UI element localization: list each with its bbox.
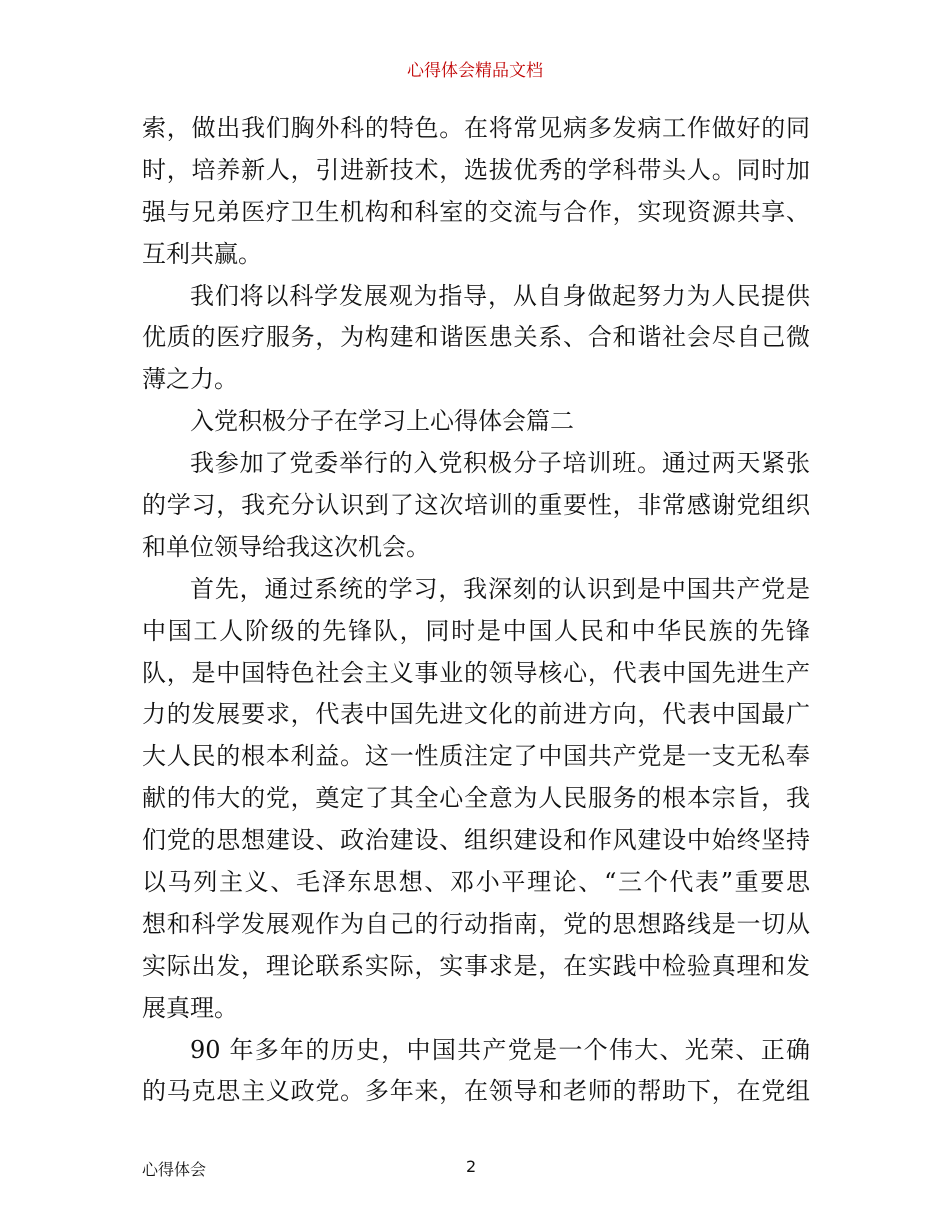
text-line: 以马列主义、毛泽东思想、邓小平理论、“三个代表”重要思 xyxy=(142,868,810,897)
text-line: 索，做出我们胸外科的特色。在将常见病多发病工作做好的同 xyxy=(142,114,810,142)
text-line: 的马克思主义政党。多年来，在领导和老师的帮助下，在党组 xyxy=(142,1077,810,1106)
text-line: 想和科学发展观作为自己的行动指南，党的思想路线是一切从 xyxy=(142,909,810,938)
text-line: 中国工人阶级的先锋队，同时是中国人民和中华民族的先锋 xyxy=(142,616,810,645)
text-line: 大人民的根本利益。这一性质注定了中国共产党是一支无私奉 xyxy=(142,742,810,771)
text-line: 展真理。 xyxy=(142,993,238,1022)
text-line: 强与兄弟医疗卫生机构和科室的交流与合作，实现资源共享、 xyxy=(142,197,810,226)
page-header-title: 心得体会精品文档 xyxy=(407,61,543,81)
text-line: 90 年多年的历史，中国共产党是一个伟大、光荣、正确 xyxy=(190,1035,810,1064)
document-body xyxy=(142,108,810,1113)
text-line: 的学习，我充分认识到了这次培训的重要性，非常感谢党组织 xyxy=(142,491,810,520)
text-line: 薄之力。 xyxy=(142,365,238,394)
text-line: 我们将以科学发展观为指导，从自身做起努力为人民提供 xyxy=(190,281,810,310)
text-line: 们党的思想建设、政治建设、组织建设和作风建设中始终坚持 xyxy=(142,826,810,855)
text-line: 我参加了党委举行的入党积极分子培训班。通过两天紧张 xyxy=(190,449,810,478)
text-line: 和单位领导给我这次机会。 xyxy=(142,532,430,561)
text-line: 优质的医疗服务，为构建和谐医患关系、合和谐社会尽自己微 xyxy=(142,323,810,352)
section-heading: 入党积极分子在学习上心得体会篇二 xyxy=(190,407,574,436)
text-line: 首先，通过系统的学习，我深刻的认识到是中国共产党是 xyxy=(190,574,810,603)
page-number: 2 xyxy=(466,1157,477,1176)
text-line: 献的伟大的党，奠定了其全心全意为人民服务的根本宗旨，我 xyxy=(142,784,810,813)
text-line: 队，是中国特色社会主义事业的领导核心，代表中国先进生产 xyxy=(142,658,810,687)
footer-label: 心得体会 xyxy=(142,1160,207,1179)
text-line: 力的发展要求，代表中国先进文化的前进方向，代表中国最广 xyxy=(142,700,810,729)
text-line: 时，培养新人，引进新技术，选拔优秀的学科带头人。同时加 xyxy=(142,155,810,184)
text-line: 实际出发，理论联系实际，实事求是，在实践中检验真理和发 xyxy=(142,951,810,980)
text-line: 互利共赢。 xyxy=(142,239,262,268)
